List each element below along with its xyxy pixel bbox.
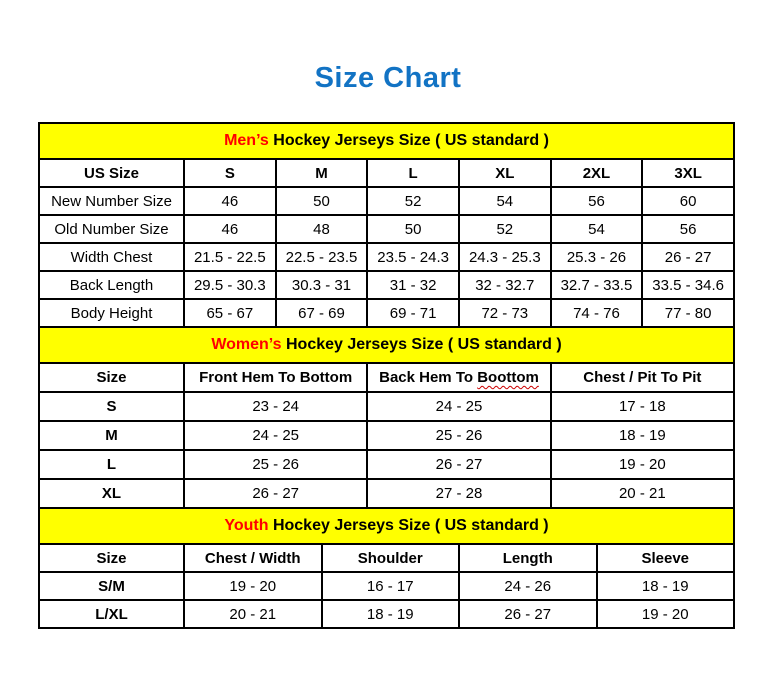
cell-value: 25 - 26 <box>367 421 550 450</box>
cell-value: 50 <box>276 187 368 215</box>
column-header: L <box>367 159 459 187</box>
womens-section-band <box>39 327 734 363</box>
misspelled-word: Boottom <box>477 369 539 386</box>
cell-value: 19 - 20 <box>551 450 734 479</box>
cell-value: 32.7 - 33.5 <box>551 271 643 299</box>
youth-column-header-row <box>39 544 734 572</box>
cell-value: 23.5 - 24.3 <box>367 243 459 271</box>
mens-section-band <box>39 123 734 159</box>
column-header: 3XL <box>642 159 734 187</box>
youth-title-rest: Hockey Jerseys Size ( US standard ) <box>268 517 549 534</box>
column-header: Chest / Pit To Pit <box>551 363 734 392</box>
table-row <box>39 600 734 628</box>
table-row <box>39 479 734 508</box>
cell-value: 56 <box>551 187 643 215</box>
mens-title-rest: Hockey Jerseys Size ( US standard ) <box>268 132 549 149</box>
cell-value: 18 - 19 <box>597 572 735 600</box>
row-label: Width Chest <box>39 243 184 271</box>
table-row <box>39 572 734 600</box>
cell-value: 67 - 69 <box>276 299 368 327</box>
table-row <box>39 450 734 479</box>
row-label: S <box>39 392 184 421</box>
row-label: Back Length <box>39 271 184 299</box>
mens-section-title <box>39 123 734 159</box>
cell-value: 23 - 24 <box>184 392 367 421</box>
table-row <box>39 421 734 450</box>
table-row <box>39 243 734 271</box>
column-header: Size <box>39 363 184 392</box>
cell-value: 24 - 25 <box>367 392 550 421</box>
row-label: S/M <box>39 572 184 600</box>
cell-value: 26 - 27 <box>459 600 597 628</box>
youth-keyword: Youth <box>224 517 269 534</box>
cell-value: 31 - 32 <box>367 271 459 299</box>
cell-value: 21.5 - 22.5 <box>184 243 276 271</box>
cell-value: 48 <box>276 215 368 243</box>
cell-value: 52 <box>367 187 459 215</box>
cell-value: 74 - 76 <box>551 299 643 327</box>
cell-value: 56 <box>642 215 734 243</box>
table-row <box>39 271 734 299</box>
row-label: L/XL <box>39 600 184 628</box>
column-header: Length <box>459 544 597 572</box>
column-header: US Size <box>39 159 184 187</box>
cell-value: 50 <box>367 215 459 243</box>
page-title: Size Chart <box>314 62 462 94</box>
mens-column-header-row <box>39 159 734 187</box>
row-label: New Number Size <box>39 187 184 215</box>
row-label: Body Height <box>39 299 184 327</box>
cell-value: 32 - 32.7 <box>459 271 551 299</box>
cell-value: 18 - 19 <box>551 421 734 450</box>
cell-value: 54 <box>459 187 551 215</box>
table-row <box>39 392 734 421</box>
cell-value: 65 - 67 <box>184 299 276 327</box>
cell-value: 24 - 26 <box>459 572 597 600</box>
womens-section-title <box>39 327 734 363</box>
youth-section-band <box>39 508 734 544</box>
column-header: M <box>276 159 368 187</box>
womens-column-header-row <box>39 363 734 392</box>
cell-value: 18 - 19 <box>322 600 460 628</box>
table-row <box>39 187 734 215</box>
womens-size-table <box>38 326 735 509</box>
cell-value: 16 - 17 <box>322 572 460 600</box>
row-label: Old Number Size <box>39 215 184 243</box>
cell-value: 69 - 71 <box>367 299 459 327</box>
cell-value: 26 - 27 <box>642 243 734 271</box>
column-header: Front Hem To Bottom <box>184 363 367 392</box>
column-header: Back Hem To Boottom <box>367 363 550 392</box>
cell-value: 19 - 20 <box>597 600 735 628</box>
cell-value: 20 - 21 <box>551 479 734 508</box>
cell-value: 72 - 73 <box>459 299 551 327</box>
youth-size-table <box>38 507 735 629</box>
youth-section-title <box>39 508 734 544</box>
column-header: Sleeve <box>597 544 735 572</box>
cell-value: 19 - 20 <box>184 572 322 600</box>
cell-value: 27 - 28 <box>367 479 550 508</box>
table-row <box>39 215 734 243</box>
cell-value: 60 <box>642 187 734 215</box>
womens-title-rest: Hockey Jerseys Size ( US standard ) <box>281 336 562 353</box>
cell-value: 17 - 18 <box>551 392 734 421</box>
row-label: L <box>39 450 184 479</box>
cell-value: 20 - 21 <box>184 600 322 628</box>
table-row <box>39 299 734 327</box>
cell-value: 54 <box>551 215 643 243</box>
cell-value: 26 - 27 <box>367 450 550 479</box>
cell-value: 22.5 - 23.5 <box>276 243 368 271</box>
column-header: S <box>184 159 276 187</box>
size-chart-tables <box>38 122 735 629</box>
cell-value: 24 - 25 <box>184 421 367 450</box>
mens-size-table <box>38 122 735 328</box>
column-header: Chest / Width <box>184 544 322 572</box>
cell-value: 52 <box>459 215 551 243</box>
column-header: Size <box>39 544 184 572</box>
row-label: XL <box>39 479 184 508</box>
mens-keyword: Men’s <box>224 132 269 149</box>
cell-value: 25.3 - 26 <box>551 243 643 271</box>
cell-value: 46 <box>184 187 276 215</box>
cell-value: 25 - 26 <box>184 450 367 479</box>
column-header: 2XL <box>551 159 643 187</box>
column-header: Shoulder <box>322 544 460 572</box>
cell-value: 30.3 - 31 <box>276 271 368 299</box>
cell-value: 33.5 - 34.6 <box>642 271 734 299</box>
cell-value: 77 - 80 <box>642 299 734 327</box>
column-header: XL <box>459 159 551 187</box>
cell-value: 29.5 - 30.3 <box>184 271 276 299</box>
cell-value: 26 - 27 <box>184 479 367 508</box>
cell-value: 24.3 - 25.3 <box>459 243 551 271</box>
cell-value: 46 <box>184 215 276 243</box>
womens-keyword: Women’s <box>211 336 282 353</box>
row-label: M <box>39 421 184 450</box>
